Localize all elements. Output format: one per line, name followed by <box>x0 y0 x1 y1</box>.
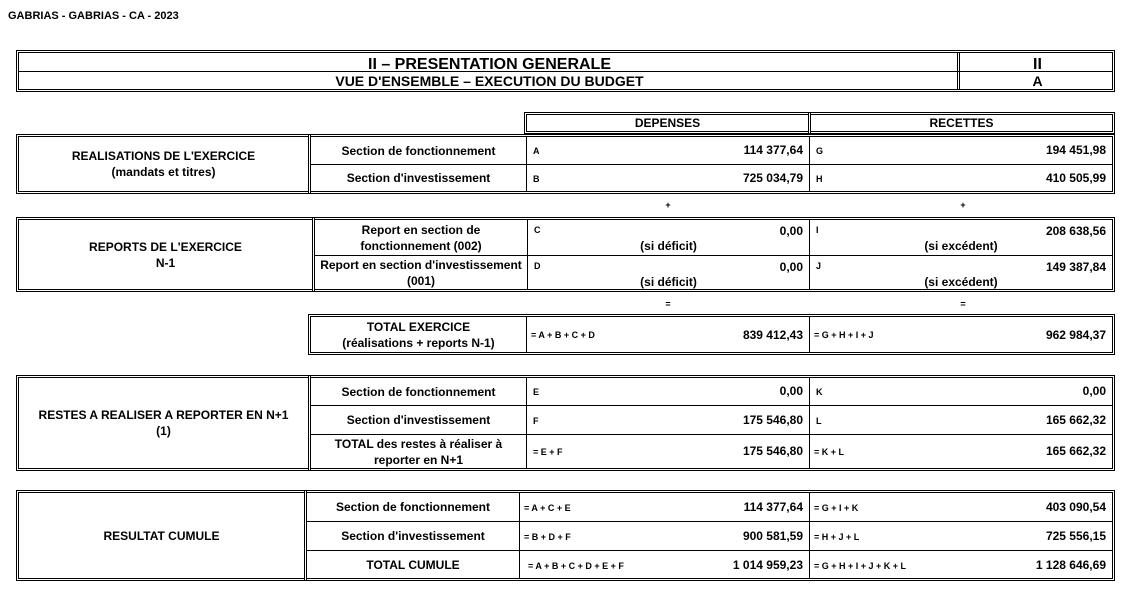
resultat-total-depense: = A + B + C + D + E + F 1 014 959,23 <box>528 558 803 572</box>
restes-total-label: TOTAL des restes à réaliser à reporter en N+1 <box>334 436 503 467</box>
realisations-row-investissement-recette: H 410 505,99 <box>816 171 1106 185</box>
resultat-row-investissement-depense: = B + D + F 900 581,59 <box>524 529 803 543</box>
realisations-title: REALISATIONS DE L'EXERCICE <box>71 149 256 163</box>
resultat-row-investissement-recette: = H + J + L 725 556,15 <box>814 529 1106 543</box>
total-exercice-recette: = G + H + I + J 962 984,37 <box>814 328 1106 342</box>
realisations-table <box>308 134 1115 194</box>
document-header: GABRIAS - GABRIAS - CA - 2023 <box>8 10 179 22</box>
reports-row-investissement-recette: J 149 387,84 (si excédent) <box>816 260 1106 289</box>
column-header-depenses: DEPENSES <box>524 112 811 134</box>
equals-sign-recettes: = <box>960 299 966 309</box>
resultat-total-recette: = G + H + I + J + K + L 1 128 646,69 <box>814 558 1106 572</box>
reports-row-investissement-depense: D 0,00 (si déficit) <box>534 260 803 289</box>
restes-total-recette: = K + L 165 662,32 <box>814 444 1106 458</box>
reports-table <box>312 217 1115 292</box>
page-title: II – PRESENTATION GENERALE <box>368 56 611 73</box>
restes-row-investissement-label: Section d'investissement <box>346 413 491 427</box>
realisations-row-fonctionnement-recette: G 194 451,98 <box>816 143 1106 157</box>
resultat-row-fonctionnement-label: Section de fonctionnement <box>335 500 490 514</box>
reports-label <box>16 217 315 292</box>
resultat-row-investissement-label: Section d'investissement <box>341 529 485 543</box>
page-subtitle: VUE D'ENSEMBLE – EXECUTION DU BUDGET <box>335 73 644 89</box>
plus-sign-depenses: + <box>665 200 671 210</box>
realisations-subtitle: (mandats et titres) <box>111 165 216 179</box>
plus-sign-recettes: + <box>960 200 966 210</box>
total-exercice-depense: = A + B + C + D 839 412,43 <box>531 328 803 342</box>
restes-row-investissement-recette: L 165 662,32 <box>816 413 1106 427</box>
resultat-total-label: TOTAL CUMULE <box>366 557 460 572</box>
restes-row-fonctionnement-recette: K 0,00 <box>816 384 1106 398</box>
realisations-row-investissement-label: Section d'investissement <box>346 171 491 185</box>
restes-title: RESTES A REALISER A REPORTER EN N+1 <box>38 408 289 422</box>
reports-title: REPORTS DE L'EXERCICE <box>89 239 242 254</box>
restes-subtitle: (1) <box>156 424 171 438</box>
reports-row-investissement-label: Report en section d'investissement (001) <box>320 257 522 288</box>
restes-row-investissement-depense: F 175 546,80 <box>533 413 803 427</box>
resultat-table <box>304 490 1115 581</box>
restes-total-depense: = E + F 175 546,80 <box>533 444 803 458</box>
section-letter: A <box>1032 73 1043 89</box>
title-block <box>16 50 1115 92</box>
restes-label <box>16 375 311 471</box>
realisations-row-fonctionnement-depense: A 114 377,64 <box>533 143 803 157</box>
section-code: II <box>1033 56 1042 73</box>
column-header-recettes: RECETTES <box>808 112 1115 134</box>
equals-sign-depenses: = <box>665 299 671 309</box>
restes-row-fonctionnement-label: Section de fonctionnement <box>341 384 496 399</box>
total-exercice-label: TOTAL EXERCICE (réalisations + reports N-1) <box>342 319 495 350</box>
reports-subtitle: N-1 <box>155 255 176 270</box>
realisations-label <box>16 134 311 194</box>
restes-table <box>308 375 1115 471</box>
realisations-row-investissement-depense: B 725 034,79 <box>533 171 803 185</box>
restes-row-fonctionnement-depense: E 0,00 <box>533 384 803 398</box>
total-exercice-row <box>308 314 1115 355</box>
resultat-row-fonctionnement-recette: = G + I + K 403 090,54 <box>814 500 1106 514</box>
reports-row-fonctionnement-depense: C 0,00 (si déficit) <box>534 224 803 253</box>
reports-row-fonctionnement-label: Report en section de fonctionnement (002) <box>360 222 482 253</box>
realisations-row-fonctionnement-label: Section de fonctionnement <box>341 143 496 158</box>
reports-row-fonctionnement-recette: I 208 638,56 (si excédent) <box>816 224 1106 253</box>
resultat-label: RESULTAT CUMULE <box>16 490 307 581</box>
resultat-row-fonctionnement-depense: = A + C + E 114 377,64 <box>524 500 803 514</box>
